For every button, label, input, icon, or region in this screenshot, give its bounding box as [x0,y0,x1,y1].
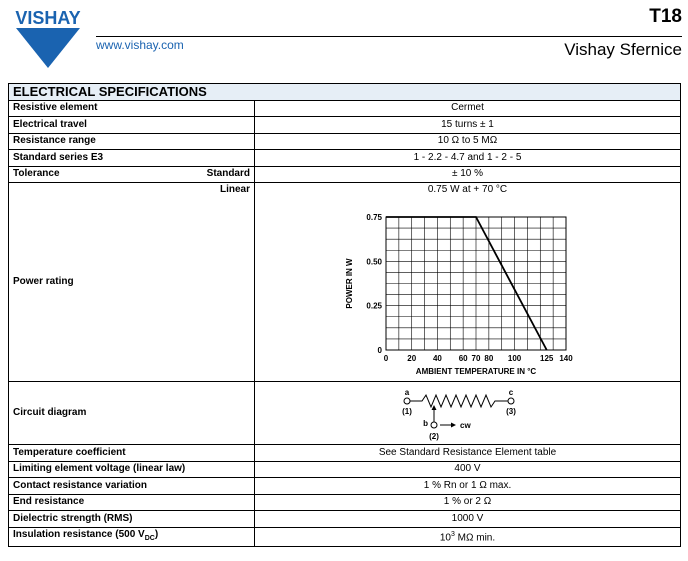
y-tick-label: 0 [377,346,382,355]
table-row [9,478,681,495]
electrical-specifications-table [8,83,681,547]
insulation-label-end: ) [154,528,159,540]
table-row [9,494,681,511]
row-value: ± 10 % [255,166,681,183]
cw-label: cw [459,421,471,430]
terminal-a-label: a [404,388,409,397]
vishay-logo [6,6,90,70]
section-title: ELECTRICAL SPECIFICATIONS [9,84,681,101]
row-label: Limiting element voltage (linear law) [9,461,255,478]
x-tick-label: 60 [458,354,468,363]
company-name: Vishay Sfernice [564,40,682,59]
table-row [9,511,681,528]
x-axis-label: AMBIENT TEMPERATURE IN °C [415,367,536,376]
row-value: 1 % or 2 Ω [255,494,681,511]
insulation-value-end: MΩ min. [454,532,496,544]
x-tick-label: 80 [483,354,493,363]
terminal-c-circle [508,398,514,404]
row-value: 10 Ω to 5 MΩ [255,133,681,150]
linear-label: Linear [219,184,250,195]
row-value [255,527,681,546]
row-label: Contact resistance variation [9,478,255,495]
power-rating-label: Power rating [13,276,74,287]
terminal-b-circle [431,422,437,428]
power-derating-chart [338,197,598,380]
row-value [255,183,681,382]
x-tick-label: 140 [558,354,573,363]
table-row [9,527,681,546]
row-label: Resistance range [9,133,255,150]
header-rule [96,36,682,37]
x-tick-label: 125 [539,354,553,363]
terminal-c-label: c [508,388,513,397]
terminal-b-label: b [422,419,428,428]
row-value: 1000 V [255,511,681,528]
terminal-a-circle [404,398,410,404]
row-value: 1 % Rn or 1 Ω max. [255,478,681,495]
table-row [9,461,681,478]
x-tick-label: 40 [432,354,442,363]
pin-3-label: (3) [505,407,516,416]
row-label [9,183,255,382]
circuit-diagram [398,384,538,442]
table-row [9,150,681,167]
insulation-value-sup: 3 [450,530,455,538]
table-row [9,183,681,382]
row-value [255,382,681,445]
row-label [9,166,255,183]
insulation-value: 10 [439,532,451,544]
y-tick-label: 0.50 [365,257,382,267]
table-row [9,133,681,150]
row-label: Resistive element [9,100,255,117]
table-row [9,382,681,445]
row-value: 15 turns ± 1 [255,117,681,134]
logo-text: VISHAY [15,8,81,28]
resistor-symbol [410,395,508,407]
x-tick-label: 100 [507,354,521,363]
row-value: Cermet [255,100,681,117]
y-tick-label: 0.75 [365,213,382,222]
pin-2-label: (2) [428,432,439,441]
tolerance-label: Tolerance [13,168,60,180]
document-number: T18 [649,6,682,27]
x-tick-label: 0 [383,354,388,363]
row-label: Electrical travel [9,117,255,134]
row-value: 400 V [255,461,681,478]
table-row [9,117,681,134]
y-axis-label: POWER IN W [344,258,354,309]
wiper-arrow-icon [431,405,436,410]
row-label: Temperature coefficient [9,445,255,462]
table-row [9,445,681,462]
insulation-label: Insulation resistance (500 V [13,528,145,540]
row-value: See Standard Resistance Element table [255,445,681,462]
row-value: 1 - 2.2 - 4.7 and 1 - 2 - 5 [255,150,681,167]
tolerance-standard-label: Standard [206,168,250,180]
row-label: Circuit diagram [9,382,255,445]
insulation-label-sub: DC [144,534,155,542]
website-link[interactable]: www.vishay.com [96,38,184,52]
row-label: Dielectric strength (RMS) [9,511,255,528]
x-tick-label: 20 [406,354,416,363]
y-tick-label: 0.25 [365,301,382,311]
row-label [9,527,255,546]
cw-arrow-icon [451,423,456,428]
row-label: Standard series E3 [9,150,255,167]
x-tick-label: 70 [471,354,480,363]
table-row [9,166,681,183]
pin-1-label: (1) [401,407,412,416]
table-title-row [9,84,681,101]
row-label: End resistance [9,494,255,511]
linear-value: 0.75 W at + 70 °C [427,184,508,195]
table-row [9,100,681,117]
